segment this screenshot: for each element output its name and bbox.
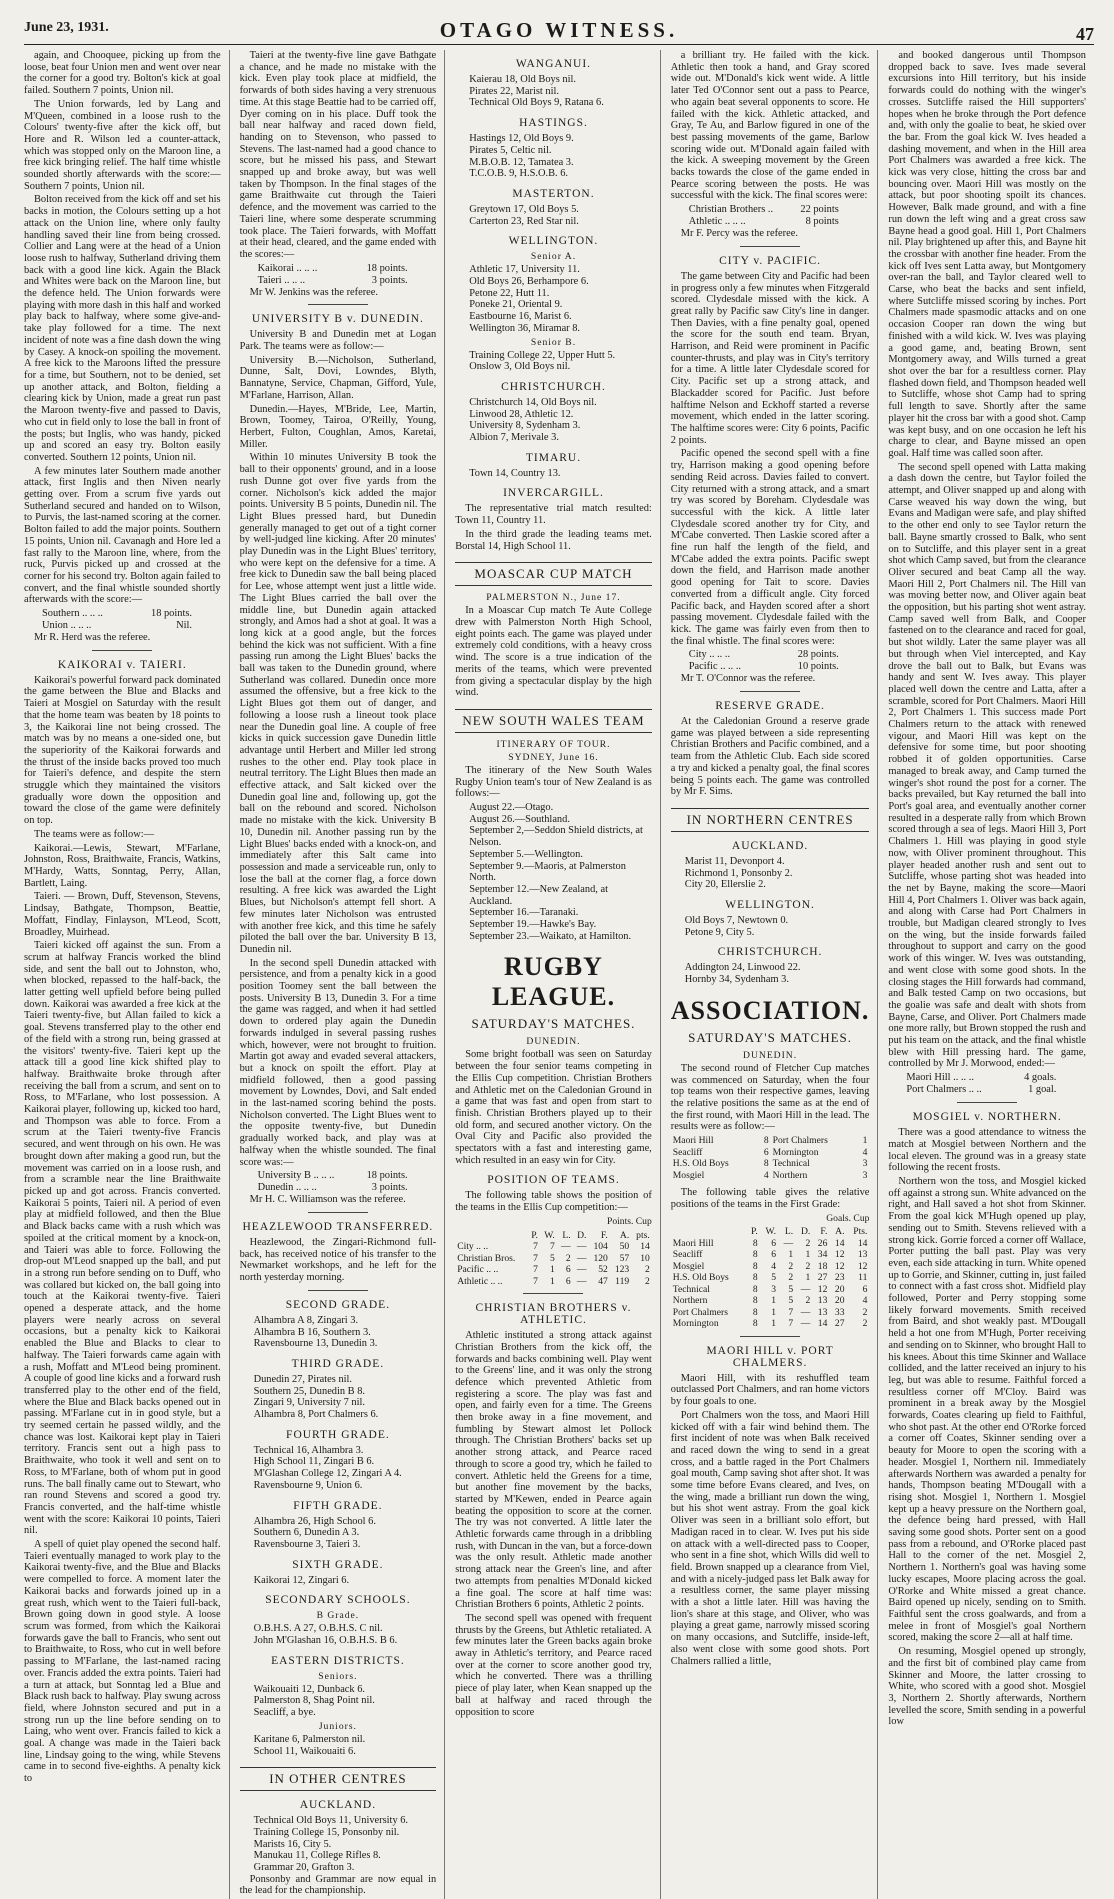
result-line: Old Boys 26, Berhampore 6. — [469, 276, 589, 288]
divider — [308, 1290, 368, 1291]
article-paragraph: There was a good attendance to witness the match at Mosgiel between Northern and the local eleven. The ground was in a greasy state following the recent frosts. — [888, 1127, 1086, 1174]
table-row: Maori Hill 8 Port Chalmers 1 — [672, 1135, 868, 1147]
table-row: Port Chalmers 8 1 7 — 13 33 2 — [672, 1306, 868, 1318]
result-line: Ravensbourne 9, Union 6. — [253, 1479, 363, 1491]
result-line: Alhambra 26, High School 6. — [253, 1515, 376, 1527]
article-paragraph: At the Caledonian Ground a reserve grade game was played between a side representing Christian Brothers and Pacific combined, and a team from the Athletic Club. Each side scored a try and kicked a penalty goal, the final scores being 5 points each. The game was controlled by Mr F. Sims. — [670, 716, 870, 798]
grade-heading: SECOND GRADE. — [285, 1298, 391, 1311]
score-line: Southern .. .. .. 18 points. — [42, 608, 192, 620]
table-row: Christian Bros. 7 5 2 — 120 57 10 — [457, 1252, 650, 1264]
centre-heading: AUCKLAND. — [731, 839, 809, 852]
result-line: Carterton 23, Red Star nil. — [469, 215, 579, 227]
grade-heading: SIXTH GRADE. — [292, 1558, 384, 1571]
result-line: M'Glashan College 12, Zingari A 4. — [253, 1468, 402, 1480]
grade-heading: THIRD GRADE. — [291, 1357, 385, 1370]
result-line: Manukau 11, College Rifles 8. — [253, 1850, 381, 1862]
divider — [957, 1102, 1017, 1103]
grade-heading: FOURTH GRADE. — [286, 1428, 390, 1441]
result-line: Technical 16, Alhambra 3. — [253, 1444, 364, 1456]
table-header-row: P. W. L. D. F. A. Pts. — [751, 1226, 868, 1238]
table-row: Mosgiel 8 4 2 2 18 12 12 — [672, 1260, 868, 1272]
article-paragraph: Taieri at the twenty-five line gave Bathgate a chance, and he made no mistake with the kick. Even play took place at midfield, the forwards of both sides having a very strenuous time. At this stage Beattie had to be carried off, Dyer coming on in his place. Duff took the ball near halfway and raced down field, handing on to Stevenson, who passed to Stevens. The last-named had a good chance to score, but he missed his pass, and Stewart snapped up and broke away, but was well taken by Thompson. In the final stages of the game Braithwaite cut through the Taieri defence, and the movement was carried to the Taieri line, where some desperate scrumming took place. The Taieri forwards, with Moffatt at their head, cleared, and the game ended with the scores:— — [239, 50, 437, 260]
article-paragraph: The representative trial match resulted: Town 11, Country 11. — [455, 503, 652, 527]
article-paragraph: The following table gives the relative positions of the teams in the First Grade: — [670, 1187, 870, 1210]
headline-subtitle: SATURDAY'S MATCHES. — [688, 1029, 853, 1045]
itinerary-item: September 23.—Waikato, at Hamilton. — [469, 930, 632, 942]
result-line: Technical Old Boys 9, Ratana 6. — [469, 97, 604, 109]
masthead — [24, 14, 1094, 45]
article-paragraph: University B and Dunedin met at Logan Park. The teams were as follow:— — [239, 329, 437, 353]
result-line: Southern 25, Dunedin B 8. — [253, 1385, 365, 1397]
result-line: Kaierau 18, Old Boys nil. — [469, 74, 576, 85]
issue-date: June 23, 1931. — [24, 20, 109, 35]
result-line: T.C.O.B. 9, H.S.O.B. 6. — [469, 168, 569, 180]
article-paragraph: Athletic instituted a strong attack against Christian Brothers from the kick off, the forwards and backs combining well. Play went to the Greens' line, and it was only the strong defence which prevented Athletic from registering a score. The play was fast and open, and fairly even for a time. The Greens then broke away in a fine movement, and fumbling by Stewart almost let Pollock through. The Christian Brothers' backs set up another strong attack, and Pearce raced through to score a good try, which he failed to convert. Athletic held the Greens for a time, but another fine movement by the backs, started by M'Kewen, ended in Pearce again beating the opposition to score at the corner. The try was not converted. A little later the Athletic forwards came through in a dribbling rush, with Duncan in the van, but a force-down was the only result. Athletic made another strong attack near the Green's line, and after two attempts from penalties M'Donald kicked a fine goal. The score at half time was: Christian Brothers 6 points, Athletic 2 points. — [455, 1330, 652, 1611]
article-paragraph: In the third grade the leading teams met. Borstal 14, High School 11. — [455, 528, 652, 552]
article-paragraph: A spell of quiet play opened the second half. Taieri eventually managed to work play to the Kaikorai twenty-five, and the Blue and Blacks were compelled to force. A moment later the Kaikorai backs and forwards joined up in a great rush, which went to the Taieri full-back, Brown going down in good style. A loose scrum was formed, from which the Kaikorai forwards gave the ball to Francis, who sent out to Braithwaite, to Ross, who cut in well before passing to M'Farlane, the last-named racing over. Francis added the extra points. Taieri had a turn at attack, but Sonntag led a Blue and Black rush back to halfway. Play swung across field, where Johnston secured and put in a strong run up the line before sending on to Laing, who went over. Francis failed to kick a goal. A change was made in the Taieri back line, Lindsay going to the wing, while Stevens came in to second five-eighths. A penalty kick to — [24, 1539, 221, 1785]
team-list: Dunedin.—Hayes, M'Bride, Lee, Martin, Brown, Toomey, Tairoa, O'Reilly, Young, Herbert, Fulton, Coughlan, Amos, Karetai, Miller. — [239, 403, 437, 450]
article-paragraph: The Union forwards, led by Lang and M'Queen, combined in a loose rush to the Colours' twenty-five after the kick off, but Hore and R. Wilson led a counter-attack, which was stopped only on the Maroon line, a free kick bringing relief. The half time whistle sounded shortly afterwards with the score:—Southern 7 points, Union nil. — [24, 98, 221, 192]
table-row: Northern 8 1 5 2 13 20 4 — [672, 1295, 868, 1307]
result-line: Karitane 6, Palmerston nil. — [253, 1733, 366, 1745]
article-paragraph: again, and Chooquee, picking up from the loose, beat four Union men and went over near the corner for a good try. Bolton's kick at goal failed. Southern 7 points, Union nil. — [24, 50, 221, 97]
table-caption: Points. Cup — [606, 1215, 652, 1227]
grade-heading: SECONDARY SCHOOLS. — [265, 1594, 411, 1607]
section-heading: IN NORTHERN CENTRES — [671, 808, 870, 832]
grade-heading: EASTERN DISTRICTS. — [271, 1654, 405, 1667]
article-paragraph: The second spell opened with Latta making a dash down the centre, but Taylor foiled the attempt, and Oliver snapped up and along with Carse weaved his way down the wing, but Evans and Madigan were safe, and play shifted to the other end only to see Taylor return the ball. Bayne smartly crossed to Balk, who sent on to Sutcliffe, and this player sent in a great shot which Camp saved, but from the clearance Oliver secured and beat Camp all the way. Maori Hill 2, Port Chalmers nil. The Hill van was moving better now, and Oliver again beat the opposition, but his parting shot went astray. Camp saved well from Balk, and Cooper fastened on to the clearance and raced for goal, but shot wildly. Later the same player was all but through when Viel intercepted, and Kay drove the ball out to Balk, but Evans was handy and sent W. Ives away. This player placed well down the centre and Latta, after a scramble, scored for Port Chalmers. Maori Hill 2, Port Chalmers 1. This success made Port Chalmers return to the attack with renewed vigour, and Maori Hill was kept on the defensive for some time, but poor shooting robbed it of golden opportunities. Carse managed to break away, and Camp turned the winger's shot round the post for a corner. The backs prevailed, but Kay returned the ball into Port's goal area, and eventually another corner resulted in a desperate rally from which Brown scored through a sea of legs. Maori Hill 3, Port Chalmers 1. Hill was playing in good style now, with Oliver prominent throughout. This player headed another rush and sent out to Sutcliffe, whose parting shot was headed into the net by Bayne, making the score—Maori Hill 4, Port Chalmers 1. Oliver was back again, and along with Carse had Port Chalmers in trouble, but Madigan cleared strongly to Ives on the wing, but the inside forwards failed throughout to support and carry on the good work of this winger. W. Ives was outstanding, and went close with some good shots. In the closing stages the Hill forwards had command, and Balk tested Camp on two occasions, but the goalie was safe and dealt with shots from Bayne, Carse, and Oliver. Port Chalmers made one more rally, but Brown stopped the rush and put his team on the attack, and the final whistle blew with Hill pressing hard. The game, controlled by Mr J. Morwood, ended:— — [888, 461, 1086, 1070]
article-paragraph: Within 10 minutes University B took the ball to their opponents' ground, and in a loose rush Dunne got over five yards from the corner. Nicholson's kick added the major points. University B 5 points, Dunedin nil. The Light Blues pressed hard, but Dunedin generally managed to get out of a tight corner by well-judged line kicking. After 20 minutes' play Dunedin was in the Light Blues' territory, who were kept on the defensive for a time. A free kick to Dunedin saw the ball being placed for Lee, whose attempt went just a little wide. The Light Blues carried the ball over the middle line, but Dunedin again attacked strongly, and Amos had a shot at goal. It was a long kick at a good angle, but the forces behind the kick was not sufficient. With a fine passing run among the Light Blues' backs the ball was taken to the Dunedin ground, where Sutherland was collared. Dunedin once more assumed the offensive, but a free kick to the Light Blues got them out of danger, and following a loose rush a lineout took place near the Dunedin goal line. A couple of free kicks in quick succession gave Dunedin little advantage until Herbert and Miller led strong rushes to the other end. Play took place in neutral territory. The Light Blues then made an effective attack, and Salt kicked over the Dunedin goal line and, following up, got the ball on the rebound and scored. Nicholson made no mistake with the kick. University B 10, Dunedin nil. Another passing run by the Light Blues' backs ended with a knock-on, and immediately after this Salt came into possession and made a serviceable run, only to lose the ball at the corner flag, a force down resulting. A free kick was awarded the Light Blues, but Nicholson's attempt fell short. A few minutes later Nicholson was entrusted with another free kick, and this time he safely piloted the ball over the bar. University B 13, Dunedin nil. — [239, 452, 437, 955]
result-line: O.B.H.S. A 27, O.B.H.S. C nil. — [253, 1623, 383, 1635]
article-paragraph: On resuming, Mosgiel opened up strongly, and the first bit of combined play came from Skinner and Moore, the latter crossing to White, who scored with a good shot. Mosgiel 3, Northern 2. Shortly afterwards, Northern levelled the score, Smith sending in a powerful low — [888, 1646, 1086, 1728]
result-line: Alhambra 8, Port Chalmers 6. — [253, 1409, 379, 1421]
result-line: Hornby 34, Sydenham 3. — [684, 974, 789, 986]
centre-heading: CHRISTCHURCH. — [501, 380, 606, 393]
result-line: Wellington 36, Miramar 8. — [469, 322, 581, 334]
result-line: Grammar 20, Grafton 3. — [253, 1862, 355, 1874]
subheading: Seniors. — [318, 1670, 358, 1682]
result-line: Town 14, Country 13. — [469, 467, 561, 479]
result-line: Albion 7, Merivale 3. — [469, 432, 559, 444]
centre-heading: TIMARU. — [525, 451, 582, 464]
table-row: Athletic .. .. 7 1 6 — 47 119 2 — [457, 1275, 650, 1287]
article-paragraph: The following table shows the position of the teams in the Ellis Cup competition:— — [455, 1190, 652, 1214]
result-line: Linwood 28, Athletic 12. — [469, 408, 574, 420]
article-paragraph: The itinerary of the New South Wales Rugby Union team's tour of New Zealand is as follows:— — [455, 764, 652, 800]
result-line: Technical Old Boys 11, University 6. — [253, 1815, 409, 1827]
result-line: Petone 9, City 5. — [684, 926, 755, 938]
score-line: Athletic .. .. .. 8 points — [688, 216, 839, 228]
referee-note: Mr W. Jenkins was the referee. — [249, 286, 378, 298]
first-grade-table — [671, 1226, 870, 1330]
divider — [92, 650, 152, 651]
result-line: John M'Glashan 16, O.B.H.S. B 6. — [253, 1635, 398, 1647]
result-line: Pirates 22, Marist nil. — [469, 85, 559, 97]
page-columns — [24, 50, 1094, 1897]
score-line: Pacific .. .. .. 10 points. — [688, 661, 839, 673]
rugby-league-headline: RUGBY LEAGUE. — [491, 952, 616, 1012]
article-heading: RESERVE GRADE. — [715, 700, 825, 713]
article-paragraph: Northern won the toss, and Mosgiel kicked off against a strong sun. White advanced on the right, and Hall saved a hot shot from Skinner. From the goal kick M'Hugh opened up play, sending out to Smith. Stevens relieved with a strong kick. Gorrie forced a corner off Wallace, Porter putting the ball past. Play was very even, each side attacking in turn. White opened up to Gorrie, and Skinner, cutting in, just failed to connect with a fast cross shot. Midfield play followed, Porter and Perry stopping some likely forward movements. Smith received from Baird, and shot weakly past. M'Dougall held a hot one from M'Hugh, Porter receiving and sending on to Skinner, who brought Hall to his knees. About this time Skinner and Wallace collided, and the latter received an injury to his leg, but was able to resume. Faithful forced a resultless corner off M'Cloy. Baird was prominent in a break away by the Mosgiel forwards, Coates clearing up field to Faithful, who shot past. At the other end O'Rorke forced a corner off Coates, Skinner sending over a beauty for Moore to open the scoring with a header. Mosgiel 1, Northern nil. Immediately afterwards Northern was awarded a penalty for hands, Thompson beating M'Dougall with a rising shot. Mosgiel 1, Northern 1. Mosgiel kept up a heavy pressure on the Northern goal, the defence being hard pressed, with Hall saving some good shots. Porter sent on a good pass from a rebound, and O'Rorke placed past Hall to the corner of the net. Mosgiel 2, Northern 1. Northern's goal was having some lucky escapes, Moore placing across the goal. O'Rorke and White missed a great chance. Baird opened up nicely, sending on to Smith. Faithful sent the cross goalwards, and from a melee in front of Mosgiel's goal Northern scored, making the score 2—all at half time. — [888, 1175, 1086, 1644]
table-row: H.S. Old Boys 8 5 2 1 27 23 11 — [672, 1272, 868, 1284]
score-line: Port Chalmers .. .. 1 goal. — [906, 1084, 1057, 1096]
result-line: University 8, Sydenham 3. — [469, 420, 581, 432]
column-2 — [240, 50, 446, 1899]
table-row: Maori Hill 8 6 — 2 26 14 14 — [672, 1237, 868, 1249]
result-line: Old Boys 7, Newtown 0. — [684, 915, 789, 927]
article-paragraph: The game between City and Pacific had been in progress only a few minutes when Fitzgerald scored. Clydesdale missed with the kick. A great rally by Pacific saw City's line in danger. Then Davies, with a fine penalty goal, opened the score for the south end team. Bryan, Harrison, and Reid were prominent in Pacific counter-thrusts, and play was in City's territory for a time. A little later Clydesdale scored for City. Pacific set up a strong attack, and Blackadder scored for Pacific. Just before halftime Nelson and Eckhoff started a reverse movement, which ended in the latter scoring. The halftime scores were: City 6 points, Pacific 2 points. — [670, 270, 870, 446]
city-subheading: DUNEDIN. — [743, 1049, 798, 1061]
divider — [740, 246, 800, 247]
centre-heading: MASTERTON. — [512, 187, 595, 200]
result-line: Christchurch 14, Old Boys nil. — [469, 396, 597, 408]
table-row: Seacliff 8 6 1 1 34 12 13 — [672, 1249, 868, 1261]
column-5 — [888, 50, 1094, 1899]
match-heading: UNIVERSITY B v. DUNEDIN. — [251, 313, 424, 326]
result-line: Alhambra B 16, Southern 3. — [253, 1326, 371, 1338]
result-line: Onslow 3, Old Boys nil. — [469, 361, 571, 373]
result-line: Eastbourne 16, Marist 6. — [469, 311, 572, 323]
result-line: Marist 11, Devonport 4. — [684, 855, 785, 867]
score-line: City .. .. .. 28 points. — [688, 649, 839, 661]
itinerary-item: September 19.—Hawke's Bay. — [469, 919, 597, 931]
article-paragraph: a brilliant try. He failed with the kick. Athletic then took a hand, and Gray scored wide out. M'Donald's kick went wide. A little later Ted O'Connor sent out a pass to Pearce, who again beat several opponents to score. He failed with the kick. Athletic attacked, and Gray, Te Au, and Barlow figured in one of the best passing movements of the game, Barlow scoring wide out. M'Donald again failed with the kick. A sweeping movement by the Green backs towards the close of the game ended in Pearce scoring between the posts. He was successful with the kick. The final scores were: — [670, 50, 870, 202]
city-subheading: DUNEDIN. — [526, 1036, 581, 1048]
section-heading: IN OTHER CENTRES — [240, 1767, 437, 1791]
result-line: Training College 15, Ponsonby nil. — [253, 1826, 400, 1838]
page-number: 47 — [1076, 24, 1094, 44]
centre-heading: AUCKLAND. — [299, 1799, 377, 1812]
result-line: Palmerston 8, Shag Point nil. — [253, 1695, 375, 1707]
column-1 — [24, 50, 230, 1899]
match-heading: CITY v. PACIFIC. — [719, 254, 822, 267]
article-paragraph: In a Moascar Cup match Te Aute College drew with Palmerston North High School, eight points each. The game was played under extremely cold conditions, with a heavy cross wind. The score is a true indication of the merits of the teams, which were prevented from giving a spectacular display by the high wind. — [455, 605, 652, 699]
result-line: Kaikorai 12, Zingari 6. — [253, 1574, 350, 1586]
divider — [308, 1212, 368, 1213]
result-line: Alhambra A 8, Zingari 3. — [253, 1314, 359, 1326]
result-line: M.B.O.B. 12, Tamatea 3. — [469, 156, 574, 168]
article-paragraph: The second round of Fletcher Cup matches was commenced on Saturday, when the four top teams won their respective games, leaving the relative positions the same as at the end of the first round, with Maori Hill in the lead. The results were as follow:— — [670, 1062, 870, 1133]
result-line: Petone 22, Hutt 11. — [469, 287, 550, 299]
match-heading: MAORI HILL v. PORT CHALMERS. — [706, 1344, 834, 1369]
table-row: Seacliff 6 Mornington 4 — [672, 1146, 868, 1158]
section-heading: MOASCAR CUP MATCH — [455, 562, 652, 586]
itinerary-item: September 16.—Taranaki. — [469, 907, 579, 919]
table-row: Mornington 8 1 7 — 14 27 2 — [672, 1318, 868, 1330]
referee-note: Mr T. O'Connor was the referee. — [680, 673, 816, 685]
subheading: Juniors. — [318, 1720, 357, 1732]
dateline: PALMERSTON N., June 17. — [486, 592, 621, 604]
results-table — [671, 1135, 870, 1181]
result-line: Richmond 1, Ponsonby 2. — [684, 867, 793, 879]
centre-heading: WANGANUI. — [515, 58, 592, 70]
subheading: B Grade. — [316, 1610, 360, 1622]
itinerary-item: September 2,—Seddon Shield districts, at Nelson. — [469, 825, 643, 849]
column-4 — [671, 50, 879, 1899]
result-line: Athletic 17, University 11. — [469, 264, 580, 276]
article-paragraph: Kaikorai's powerful forward pack dominated the game between the Blue and Blacks and Taieri at Mosgiel on Saturday with the result that the home team was beaten by 18 points to 3, the Kaikorai line not being crossed. The match was by no means a one-sided one, but the superiority of the Kaikorai forwards and the thrust of the inside backs proved too much for Taieri's defence, and despite the stern struggle which they maintained the visitors gradually wore down the opposition and toward the close of the game were definitely on top. — [24, 674, 221, 827]
article-paragraph: Some bright football was seen on Saturday between the four senior teams competing in the Ellis Cup competition. Christian Brothers and Athletic met on the Caledonian Ground in a game that was fast and open from start to finish. Christian Brothers played up to their old form, and secured another victory. On the Oval City and Pacific also provided the spectators with a fast and interesting game, which resulted in an easy win for City. — [455, 1049, 652, 1166]
itinerary-item: September 5.—Wellington. — [469, 848, 583, 860]
section-heading: NEW SOUTH WALES TEAM — [455, 709, 652, 733]
score-line: University B .. .. .. 18 points. — [257, 1170, 408, 1182]
article-paragraph: The second spell was opened with frequent thrusts by the Greens, but Athletic retaliated. A few minutes later the Green backs again broke away in Athletic's territory, and Pearce raced over at the corner to score another good try, which he converted. There was a thrilling piece of play later, when Kean snapped up the ball at halfway and raced through the opposition to score — [455, 1612, 652, 1718]
article-paragraph: and booked dangerous until Thompson dropped back to save. Ives made several excursions into Hill territory, but his inside forwards could do nothing with the winger's crosses. Sutcliffe raised the Hill supporters' hopes when he broke through the Port defence and, with only the goalie to beat, he skied over the bar. From the goal kick W. Ives headed a dashing movement, and when in the Hill area Port Chalmers was awarded a free kick. The kick was very close, hitting the cross bar and bouncing over. Maori Hill was mostly on the attack, but poor shooting spoilt its chances. However, Balk made ground, and with a fine run down the left wing and a great cross saw Bayne head a good goal. Hill 1, Port Chalmers nil. Play brightened up after this, and Bayne hit the crossbar with another fine header. From the kick off Ives sent Latta away, but Montgomery over-ran the ball, and Taylor cleared well to Carse, who beat the backs and sent infield, where Sutcliffe missed scoring by inches. Port Chalmers made spasmodic attacks and on one occasion Cooper ran down the wing but finished with a wild kick. W. Ives was playing a good game, and, beating Brown, sent Montgomery away, and Wills turned a great shot over the bar for a resultless corner. Play flashed down field, and Thompson headed well to Sutcliffe, whose shot Camp had to spring full length to save. Shortly after the same player hit the cross bar with a good shot. Camp was kept busy, and on one occasion he left his charge to clear, and Bayne missed an open goal. Half time was called soon after. — [888, 50, 1086, 459]
result-line: Hastings 12, Old Boys 9. — [469, 133, 574, 145]
result-line: Southern 6, Dunedin A 3. — [253, 1527, 360, 1539]
divider — [523, 1293, 583, 1294]
result-line: Dunedin 27, Pirates nil. — [253, 1373, 353, 1385]
team-list: University B.—Nicholson, Sutherland, Dunne, Salt, Dovi, Lowndes, Blyth, Bannatyne, Service, Chapman, Gifford, Yule, M'Farlane, Harrison, Allan. — [239, 354, 437, 401]
score-line: Christian Brothers .. 22 points — [688, 204, 839, 216]
table-row: Pacific .. .. 7 1 6 — 52 123 2 — [457, 1264, 650, 1276]
result-line: Poneke 21, Oriental 9. — [469, 299, 563, 311]
match-heading: CHRISTIAN BROTHERS v. ATHLETIC. — [475, 1302, 632, 1327]
result-line: School 11, Waikouaiti 6. — [253, 1745, 356, 1757]
table-row: Technical 8 3 5 — 12 20 6 — [672, 1283, 868, 1295]
article-paragraph: In the second spell Dunedin attacked with persistence, and from a penalty kick in a good position Toomey sent the ball between the posts. University B 13, Dunedin 3. For a time the game was ragged, and when it had settled down to ordered play again the Dunedin forwards indulged in several passing rushes which, however, were not brought to fruition. Martin got away and evaded several attackers, but a knock on spoilt the effort. Play at midfield followed, then a good passing movement by Lowndes, Dovi, and Salt ended in the last-named scoring behind the posts. Nicholson converted. The Light Blues went to the opposite twenty-five, but Dunedin gradually worked back, and play was at halfway when the whistle sounded. The final score was:— — [239, 957, 437, 1168]
score-line: Maori Hill .. .. .. 4 goals. — [906, 1072, 1057, 1084]
article-paragraph: Taieri kicked off against the sun. From a scrum at halfway Francis worked the blind side, and sent the ball out to Johnston, who, when blocked, repassed to the half-back, the latter getting well upfield before being pulled down. Kaikorai was awarded a free kick at the Taieri twenty-five, but Allan failed to kick a goal. Stevens transferred play to the other end of the field with a strong run, being grassed at the visitors' twenty-five. Taieri kept up the attack till a good line kick shifted play to halfway. Braithwaite broke through after receiving the ball from a scrum, and sent on to Ross, to M'Farlane, who lost possession. A Kaikorai player, following up, kicked too hard, and Thompson was able to force. From a scrum at the Taieri twenty-five Francis secured, and went through on his own. He was brought down after making a good run, but the movement was carried on in a loose rush, and from a scramble near the line Braithwaite picked up and got across. Francis converted. Kaikorai 5 points, Taieri nil. A period of even play at midfield followed, and then the Blue and Black backs came with a rush which was spoiled at the critical moment by a knock-on, and Taieri was able to force. Following the drop-out M'Leod snapped up the ball, and put in a strong run before sending on to Duff, who was collared but kicked on, the ball going into touch at the Kaikorai twenty-five. Taieri opened a desperate attack, and the home players were nearly across on several occasions, but a penalty kick to Kaikorai enabled the Blue and Blacks to clear to halfway. The Taieri forwards came again with a rush, Moffatt and M'Leod being prominent. A couple of good line kicks and a forward rush transferred play to the other end of the field, where the Blue and Black backs opened out in passing. M'Farlane cut in in good style, but a try seemed certain he passed wildly, and the chance was lost. Kaikorai kept play in Taieri territory. Francis sent out a high pass to Braithwaite, who took it well and sent on to Ross, to M'Farlane, both of whom put in good runs. The ball finally came out to Stewart, who ran round Stevens and scored a good try. Francis converted, and the half-time whistle went with the score: Kaikorai 10 points, Taieri nil. — [24, 940, 221, 1537]
result-line: City 20, Ellerslie 2. — [684, 879, 766, 891]
result-line: Waikouaiti 12, Dunback 6. — [253, 1683, 366, 1695]
article-paragraph: The teams were as follow:— — [34, 828, 155, 840]
itinerary-item: September 9.—Maoris, at Palmerston North. — [469, 860, 626, 884]
itinerary-item: August 26.—Southland. — [469, 813, 570, 825]
headline-subtitle: SATURDAY'S MATCHES. — [471, 1016, 636, 1032]
table-caption: Goals. Cup — [826, 1212, 870, 1224]
result-line: Seacliff, a bye. — [253, 1707, 316, 1719]
article-paragraph: Ponsonby and Grammar are now equal in the lead for the championship. — [239, 1873, 437, 1897]
score-line: Union .. .. .. Nil. — [42, 620, 192, 632]
article-paragraph: Maori Hill, with its reshuffled team outclassed Port Chalmers, and ran home victors by four goals to one. — [670, 1372, 870, 1408]
result-line: Pirates 5, Celtic nil. — [469, 144, 552, 156]
match-heading: MOSGIEL v. NORTHERN. — [912, 1111, 1062, 1124]
centre-heading: INVERCARGILL. — [503, 487, 604, 500]
article-paragraph: Heazlewood, the Zingari-Richmond full-back, has received notice of his transfer to the Newmarket workshops, and he left for the north yesterday morning. — [239, 1236, 437, 1284]
centre-heading: HASTINGS. — [519, 117, 588, 130]
article-paragraph: Bolton received from the kick off and set his backs in motion, the Colours setting up a hot attack on the Union line, where only faulty handling saved their line from being crossed. Collier and Lang were at the head of a Union loose rush to halfway, Sutherland driving them back with a good line kick. Again the Black and Whites were back on the Maroon line, but the defence held. The Union forwards were playing with more dash in this half and worked play back to halfway, where some give-and-take play followed for a time. The next incident of note was a fine dash down the wing by Casey. A knock-on spoiling the movement. A free kick to the Maroons lifted the pressure for a time, but Southern, not to be denied, set up another attack, and Bolton, fielding a clearing kick by Union, made a great run past the Maroon twenty-five and passed to Davis, who cut in field only to lose the ball in front of the posts; but Inglis, who was handy, picked up and scored an easy try. Bolton easily converted. Southern 12 points, Union nil. — [24, 194, 221, 463]
itinerary-item: August 22.—Otago. — [469, 802, 554, 814]
score-line: Kaikorai .. .. .. 18 points. — [257, 262, 408, 274]
table-row: Mosgiel 4 Northern 3 — [672, 1169, 868, 1181]
result-line: Ravensbourne 3, Taieri 3. — [253, 1538, 361, 1550]
score-line: Dunedin .. .. .. 3 points. — [257, 1182, 408, 1194]
table-row: H.S. Old Boys 8 Technical 3 — [672, 1158, 868, 1170]
article-paragraph: Pacific opened the second spell with a fine try, Harrison making a good opening before sending Reid across. Davies failed to convert. City returned with a strong attack, and a smart try was scored by Boreham. Clydesdale was successful with the kick. A little later Clydesdale scored another try for City, and M'Cabe converted. Then Laskie scored after a fine run half the length of the field, and M'Cabe added the extra points. Pacific swept down the field, and Harrison made another good opening for Tait to score. Davies converted from a difficult angle. City forced Pacific back, and Hayden scored after a short passing movement. Clydesdale failed with the kick. The game was fairly even from then to the final whistle. The final scores were: — [670, 448, 870, 647]
referee-note: Mr F. Percy was the referee. — [680, 228, 798, 240]
match-heading: KAIKORAI v. TAIERI. — [57, 658, 187, 671]
subheading: Senior B. — [530, 336, 577, 348]
newspaper-title: OTAGO WITNESS. — [439, 18, 679, 42]
article-paragraph: Port Chalmers won the toss, and Maori Hill kicked off with a fair wind behind them. The first incident of note was when Balk received and raced down the wing to send in a great cross, and a battle raged in the Port Chalmers goal mouth, Camp saving shot after shot. It was some time before Evans cleared, and Ives, on the wing, made a brilliant run down the wing, but his shot went astray. From the goal kick Oliver was seen in a brilliant solo effort, but Madigan raced in to clear. W. Ives put his side on attack with a well-directed pass to Cooper, who sent in a fine shot, which Wills did well to field. Brown snapped up a clearance from Viel, and with a nicely-judged pass let Balk away for a resultless corner, the same player missing with a shot a little later. Hill was having the lion's share at this stage, and Oliver, who was playing a great game, narrowly missed scoring on many occasions, and Sutcliffe, inside-left, also went close with some good shots. Port Chalmers rallied a little, — [670, 1409, 870, 1667]
result-line: Greytown 17, Old Boys 5. — [469, 203, 579, 215]
result-line: Training College 22, Upper Hutt 5. — [469, 349, 616, 361]
result-line: High School 11, Zingari B 6. — [253, 1456, 375, 1468]
dateline: SYDNEY, June 16. — [508, 751, 599, 763]
divider — [740, 691, 800, 692]
centre-heading: WELLINGTON. — [725, 899, 815, 912]
result-line: Marists 16, City 5. — [253, 1838, 332, 1850]
itinerary-item: September 12.—New Zealand, at Auckland. — [469, 883, 608, 907]
result-line: Zingari 9, University 7 nil. — [253, 1397, 365, 1409]
result-line: Addington 24, Linwood 22. — [684, 962, 801, 974]
article-heading: HEAZLEWOOD TRANSFERRED. — [242, 1220, 434, 1233]
result-line: Ravensbourne 13, Dunedin 3. — [253, 1338, 378, 1350]
association-headline: ASSOCIATION. — [670, 995, 870, 1025]
article-paragraph: A few minutes later Southern made another attack, first Inglis and then Niven nearly getting over. From a scrum five yards out Sutherland secured and handed on to Wilson, to Purvis, the last-named scoring at the corner. Bolton failed to add the major points. Southern 15 points, Union nil. Cavanagh and Hore led a fast rally to the Maroon line, where, from the ruck, Purvis picked up and crossed at the corner for his second try. Bolton again failed to convert, and the final whistle sounded shortly afterwards with the score:— — [24, 465, 221, 606]
referee-note: Mr H. C. Williamson was the referee. — [249, 1194, 406, 1206]
divider — [740, 1336, 800, 1337]
team-list: Taieri. — Brown, Duff, Stevenson, Stevens, Lindsay, Bathgate, Thompson, Beattie, Moffatt, Findlay, Finlayson, M'Leod, Scott, Broadley, Muirhead. — [24, 891, 221, 938]
table-heading: POSITION OF TEAMS. — [487, 1174, 620, 1187]
table-header-row: P. W. L. D. F. A. pts. — [531, 1229, 650, 1241]
table-row: City .. .. 7 7 — — 104 50 14 — [457, 1241, 650, 1253]
subheading: ITINERARY OF TOUR. — [496, 738, 611, 750]
team-list: Kaikorai.—Lewis, Stewart, M'Farlane, Johnston, Ross, Braithwaite, Francis, Watkins, M'Hardy, Watts, Sonntag, Perry, Allan, Bartlett, Laing. — [24, 842, 221, 889]
column-3 — [455, 50, 661, 1899]
referee-note: Mr R. Herd was the referee. — [34, 632, 151, 644]
ellis-cup-table — [455, 1230, 652, 1288]
score-line: Taieri .. .. .. 3 points. — [257, 274, 408, 286]
centre-heading: WELLINGTON. — [508, 235, 599, 248]
divider — [308, 304, 368, 305]
grade-heading: FIFTH GRADE. — [293, 1499, 383, 1512]
centre-heading: CHRISTCHURCH. — [717, 946, 823, 959]
subheading: Senior A. — [530, 251, 577, 263]
